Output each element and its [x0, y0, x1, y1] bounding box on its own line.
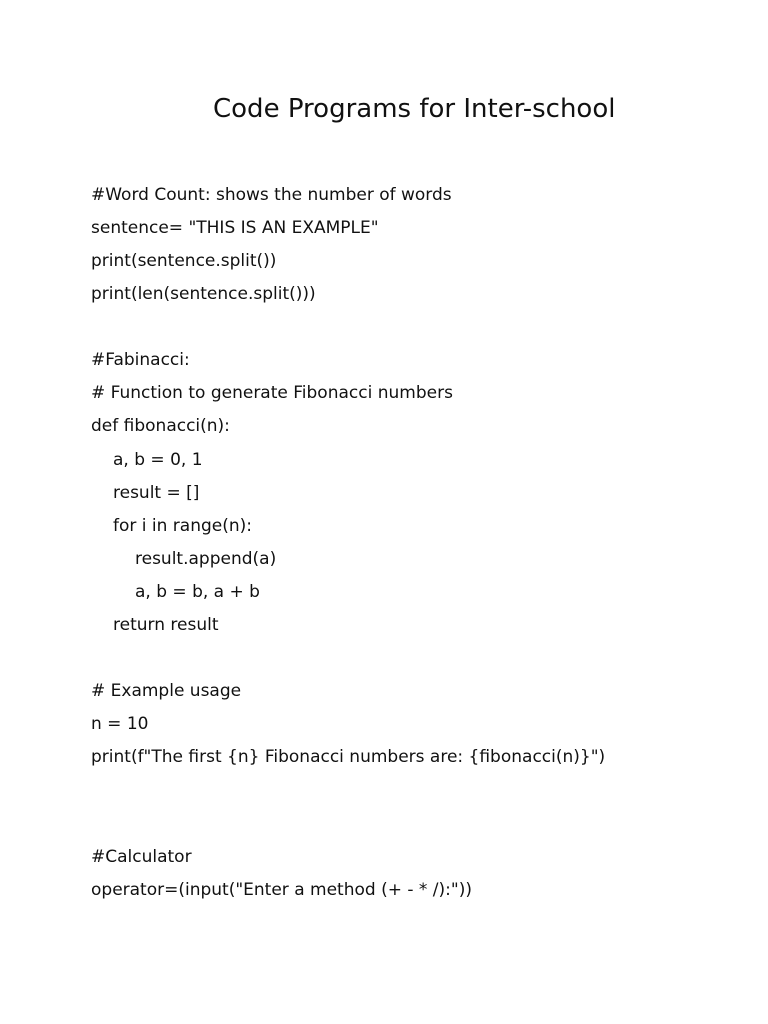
- code-line: return result: [113, 615, 219, 635]
- code-line: a, b = 0, 1: [113, 450, 203, 470]
- code-line: for i in range(n):: [113, 516, 253, 536]
- word-count-comment: #Word Count: shows the number of words: [91, 185, 452, 205]
- code-line: print(sentence.split()): [91, 251, 277, 271]
- calculator-comment: #Calculator: [91, 847, 192, 867]
- fibonacci-comment: #Fabinacci:: [91, 350, 190, 370]
- code-line: print(len(sentence.split())): [91, 284, 316, 304]
- document-title: Code Programs for Inter-school: [213, 94, 616, 124]
- code-line: a, b = b, a + b: [135, 582, 260, 602]
- code-line: print(f"The first {n} Fibonacci numbers are: {fibonacci(n)}"): [91, 747, 606, 767]
- code-line: sentence= "THIS IS AN EXAMPLE": [91, 218, 379, 238]
- code-line: def fibonacci(n):: [91, 416, 230, 436]
- code-line: n = 10: [91, 714, 149, 734]
- code-line: result.append(a): [135, 549, 277, 569]
- code-line: operator=(input("Enter a method (+ - * /):")): [91, 880, 472, 900]
- example-comment: # Example usage: [91, 681, 242, 701]
- code-comment: # Function to generate Fibonacci numbers: [91, 383, 453, 403]
- code-line: result = []: [113, 483, 200, 503]
